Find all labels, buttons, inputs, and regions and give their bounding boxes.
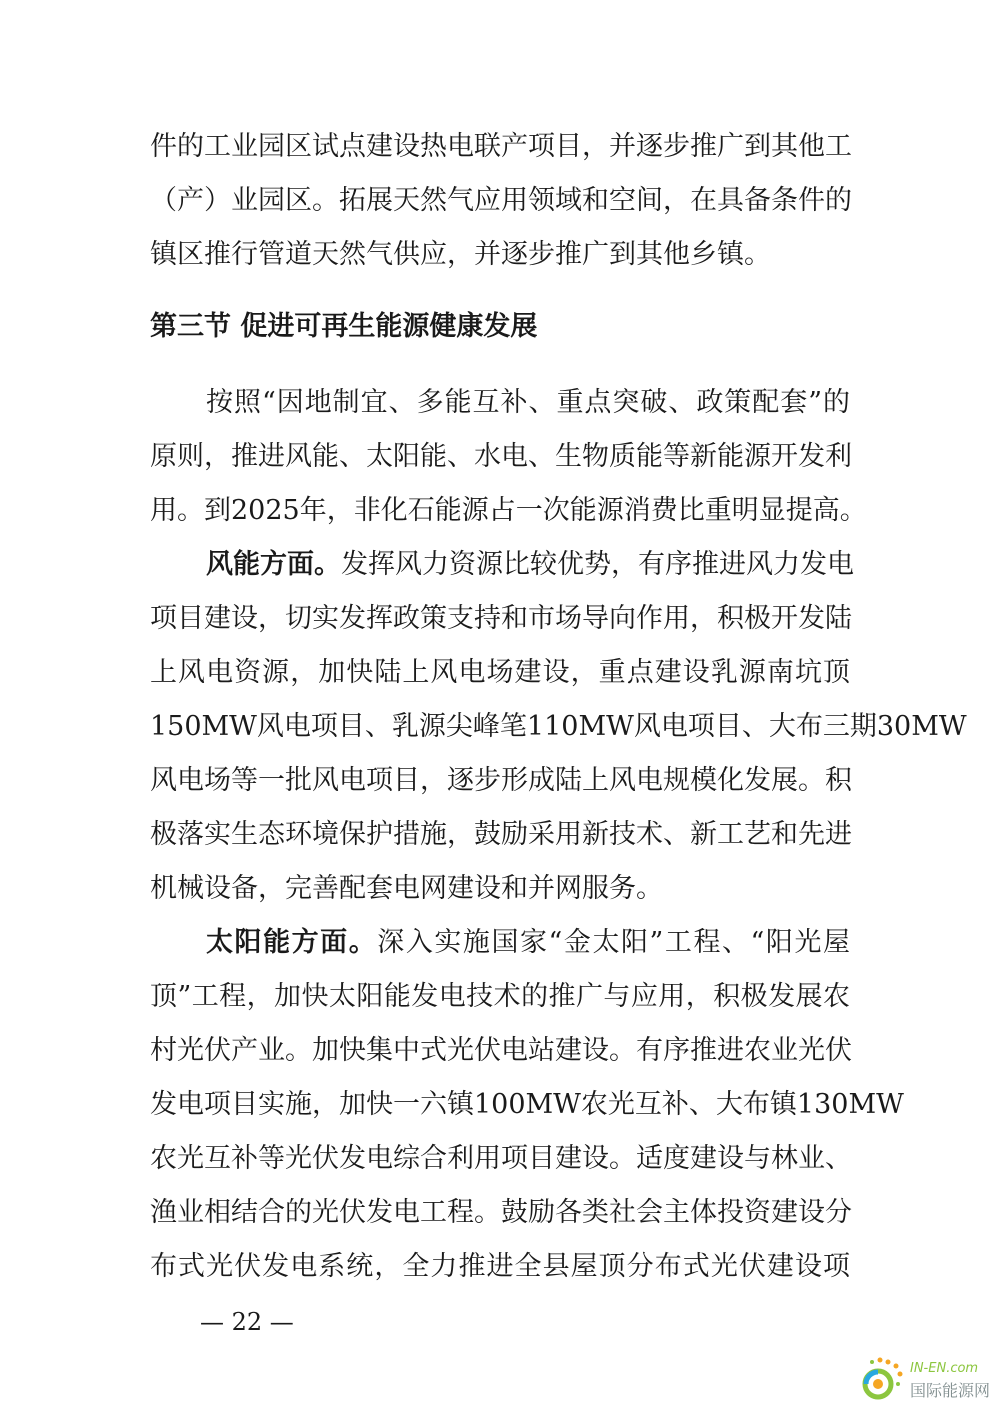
text-line: 农光互补等光伏发电综合利用项目建设。适度建设与林业、 xyxy=(150,1143,852,1174)
text-line: 镇区推行管道天然气供应，并逐步推广到其他乡镇。 xyxy=(150,239,771,270)
section-heading: 第三节 促进可再生能源健康发展 xyxy=(150,311,538,342)
text-line: 发电项目实施，加快一六镇100MW农光互补、大布镇130MW xyxy=(150,1089,904,1120)
text-line: 件的工业园区试点建设热电联产项目，并逐步推广到其他工 xyxy=(150,131,852,162)
text-line: 机械设备，完善配套电网建设和并网服务。 xyxy=(150,873,663,904)
text-line: 按照“因地制宜、多能互补、重点突破、政策配套”的 xyxy=(206,387,850,418)
text-line: 极落实生态环境保护措施，鼓励采用新技术、新工艺和先进 xyxy=(150,819,852,850)
watermark-en-text: IN-EN.com xyxy=(910,1361,979,1376)
text-line: 用。到2025年，非化石能源占一次能源消费比重明显提高。 xyxy=(150,495,867,526)
text-line: 原则，推进风能、太阳能、水电、生物质能等新能源开发利 xyxy=(150,441,852,472)
text-line: 布式光伏发电系统，全力推进全县屋顶分布式光伏建设项 xyxy=(150,1251,850,1282)
paragraph-first-line xyxy=(206,918,850,968)
paragraph-text: 发挥风力资源比较优势，有序推进风力发电 xyxy=(341,549,854,580)
text-line: 村光伏产业。加快集中式光伏电站建设。有序推进农业光伏 xyxy=(150,1035,852,1066)
text-line: 顶”工程，加快太阳能发电技术的推广与应用，积极发展农 xyxy=(150,981,850,1012)
paragraph-lead: 太阳能方面。 xyxy=(206,927,378,958)
paragraph-text: 深入实施国家“金太阳”工程、“阳光屋 xyxy=(377,927,850,958)
text-line: （产）业园区。拓展天然气应用领域和空间，在具备条件的 xyxy=(150,185,852,216)
text-line: 风电场等一批风电项目，逐步形成陆上风电规模化发展。积 xyxy=(150,765,852,796)
page-number: — 22 — xyxy=(200,1308,294,1336)
text-line: 上风电资源，加快陆上风电场建设，重点建设乳源南坑顶 xyxy=(150,657,850,688)
watermark xyxy=(858,1352,998,1410)
sun-logo-icon xyxy=(858,1354,904,1404)
paragraph-lead: 风能方面。 xyxy=(206,549,341,580)
watermark-cn-text: 国际能源网 xyxy=(910,1381,991,1400)
text-line: 项目建设，切实发挥政策支持和市场导向作用，积极开发陆 xyxy=(150,603,852,634)
paragraph-first-line xyxy=(206,540,854,590)
text-line: 渔业相结合的光伏发电工程。鼓励各类社会主体投资建设分 xyxy=(150,1197,852,1228)
text-line: 150MW风电项目、乳源尖峰笔110MW风电项目、大布三期30MW xyxy=(150,711,967,742)
